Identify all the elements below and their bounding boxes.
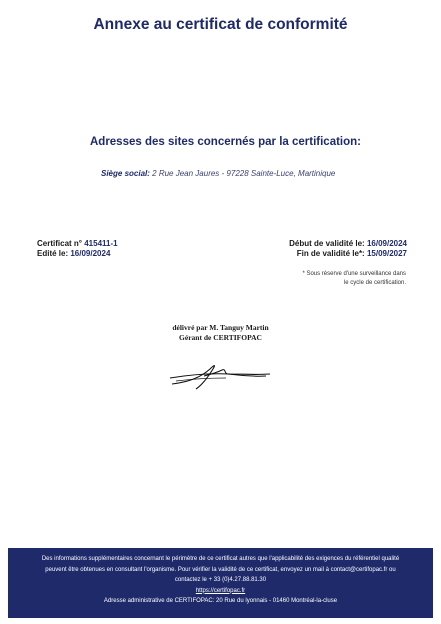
page-title: Annexe au certificat de conformité [93,16,348,33]
signature-image [168,360,272,392]
validity-start-row [289,239,407,249]
signatory-name: délivré par M. Tanguy Martin [172,323,269,332]
validity-start-label: Début de validité le: [289,239,365,248]
validity-end-row [289,249,407,259]
validity-end-label: Fin de validité le*: [296,249,365,258]
signatory-block [0,323,441,343]
website-link[interactable]: https://certifopac.fr [195,587,246,594]
note-line-2: le cycle de certification. [343,279,406,286]
footer-line-3: contactez le + 33 (0)4.27.88.81.30 [174,577,267,583]
certificate-info [37,239,118,259]
certificate-number: 415411-1 [84,239,118,248]
edited-date: 16/09/2024 [70,249,111,258]
validity-note [302,270,406,287]
validity-start-date: 16/09/2024 [366,239,407,248]
siege-label: Siège social: [101,169,150,178]
edited-label: Edité le: [37,249,69,258]
footer-line-1: Des informations supplémentaires concernant le périmètre de ce certificat autres que l'applicabilité des exigences du référentiel qualité [41,556,400,562]
note-line-1: * Sous réserve d'une surveillance dans [302,271,406,277]
siege-social [101,169,335,178]
siege-address: 2 Rue Jean Jaures - 97228 Sainte-Luce, Martinique [152,169,336,178]
footer-line-2: peuvent être obtenues en consultant l'organisme. Pour vérifier la validité de ce certificat, envoyez un mail à contact@certifopac.fr ou [45,566,396,573]
certificate-number-label: Certificat n° [37,239,82,248]
validity-end-date: 15/09/2027 [366,249,407,258]
footer [8,548,433,618]
edited-row [37,249,118,259]
certificate-number-row [37,239,118,249]
footer-address: Adresse administrative de CERTIFOPAC: 20 Rue du lyonnais - 01460 Montréal-la-cluse [103,598,338,604]
validity-info [289,239,407,259]
signatory-title: Gérant de CERTIFOPAC [179,333,262,342]
sites-heading: Adresses des sites concernés par la certification: [89,136,361,148]
